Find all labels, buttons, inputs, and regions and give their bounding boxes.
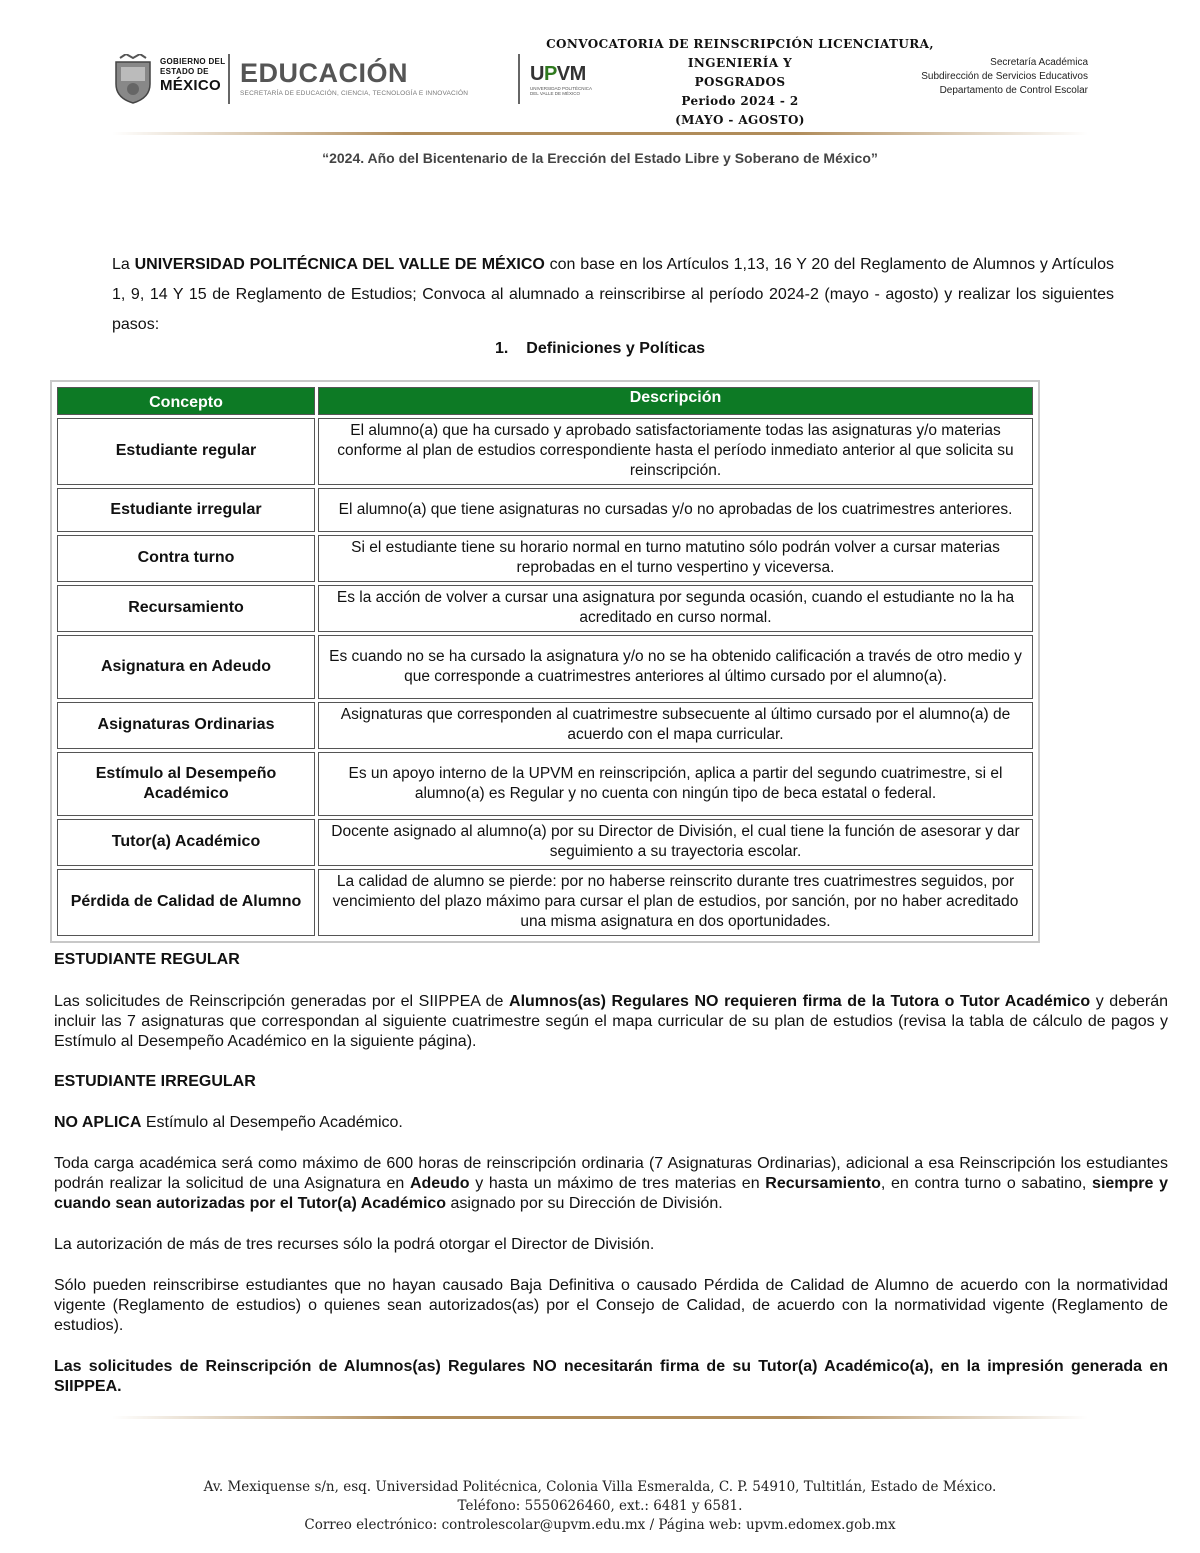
footer-phone: Teléfono: 5550626460, ext.: 6481 y 6581. xyxy=(457,1498,743,1514)
irregular-p2-c: y hasta un máximo de tres materias en xyxy=(469,1175,766,1192)
section-title xyxy=(0,340,1200,358)
column-header-description: Descripción xyxy=(318,387,1033,415)
no-aplica-label: NO APLICA xyxy=(54,1114,142,1131)
description-cell: El alumno(a) que tiene asignaturas no cursadas y/o no aprobadas de los cuatrimestres anteriores. xyxy=(318,488,1033,532)
description-cell: Asignaturas que corresponden al cuatrimestre subsecuente al último cursado por el alumno(a) de acuerdo con el mapa curricular. xyxy=(318,702,1033,749)
concept-cell: Estímulo al Desempeño Académico xyxy=(57,752,315,816)
table-row xyxy=(57,819,1033,866)
intro-prefix: La xyxy=(112,256,135,273)
education-logo-title: EDUCACIÓN xyxy=(240,58,409,88)
regular-text-b: Alumnos(as) Regulares NO requieren firma de la Tutora o Tutor Académico xyxy=(509,993,1091,1010)
irregular-paragraph-1 xyxy=(54,1113,1168,1133)
table-row xyxy=(57,752,1033,816)
irregular-p1-text: Estímulo al Desempeño Académico. xyxy=(141,1114,403,1131)
description-cell: Es cuando no se ha cursado la asignatura y/o no se ha obtenido calificación a través de otro medio y que corresponde a cuatrimestres anteriores al último cursado por el alumno(a). xyxy=(318,635,1033,699)
irregular-paragraph-3: La autorización de más de tres recurses sólo la podrá otorgar el Director de División. xyxy=(54,1236,655,1253)
upvm-logo: UPVM xyxy=(530,63,586,85)
table-header-row xyxy=(57,387,1033,415)
department-block xyxy=(921,56,1088,98)
footer-rule xyxy=(112,1416,1088,1419)
table-row xyxy=(57,488,1033,532)
concept-cell: Estudiante irregular xyxy=(57,488,315,532)
table-row xyxy=(57,702,1033,749)
page-footer xyxy=(0,1478,1200,1535)
convocatoria-line: INGENIERÍA Y xyxy=(687,56,793,70)
concept-cell: Tutor(a) Académico xyxy=(57,819,315,866)
description-cell: Si el estudiante tiene su horario normal en turno matutino sólo podrán volver a cursar materias reprobadas en el turno vespertino y viceversa. xyxy=(318,535,1033,582)
government-logo-text xyxy=(160,58,225,93)
irregular-p2-b: Adeudo xyxy=(409,1175,470,1192)
education-logo-subtitle: SECRETARÍA DE EDUCACIÓN, CIENCIA, TECNOLOGÍA E INNOVACIÓN xyxy=(240,90,469,97)
concept-cell: Asignatura en Adeudo xyxy=(57,635,315,699)
header-divider xyxy=(518,54,520,104)
university-name: UNIVERSIDAD POLITÉCNICA DEL VALLE DE MÉXICO xyxy=(134,256,545,273)
header-divider xyxy=(228,54,230,104)
regular-text-a: Las solicitudes de Reinscripción generadas por el SIIPPEA de xyxy=(54,993,510,1010)
gob-line-3: MÉXICO xyxy=(160,77,221,94)
regular-paragraph xyxy=(54,992,1168,1052)
irregular-p2-g: asignado por su Dirección de División. xyxy=(446,1195,723,1212)
irregular-heading: ESTUDIANTE IRREGULAR xyxy=(54,1073,256,1090)
regular-heading: ESTUDIANTE REGULAR xyxy=(54,951,240,968)
description-cell: Es un apoyo interno de la UPVM en reinscripción, aplica a partir del segundo cuatrimestre, si el alumno(a) es Regular y no cuenta con ningún tipo de beca estatal o federal. xyxy=(318,752,1033,816)
upvm-logo-subtitle: UNIVERSIDAD POLITÉCNICA DEL VALLE DE MÉXICO xyxy=(530,86,592,97)
irregular-paragraph-4: Sólo pueden reinscribirse estudiantes que no hayan causado Baja Definitiva o causado Pérdida de Calidad de Alumno de acuerdo con la normatividad vigente (Reglamento de estudios) o quienes sean autorizados(as) por el Consejo de Calidad, de acuerdo con la normatividad vigente (Reglamento de estudios). xyxy=(54,1277,1168,1334)
description-cell: Es la acción de volver a cursar una asignatura por segunda ocasión, cuando el estudiante no la ha acreditado en curso normal. xyxy=(318,585,1033,632)
page-header xyxy=(0,0,1200,190)
description-cell: Docente asignado al alumno(a) por su Director de División, el cual tiene la función de asesorar y dar seguimiento a su trayectoria escolar. xyxy=(318,819,1033,866)
convocatoria-line: (MAYO - AGOSTO) xyxy=(675,113,805,127)
column-header-concept: Concepto xyxy=(57,387,315,415)
concept-cell: Estudiante regular xyxy=(57,418,315,485)
departamento-label: Departamento de Control Escolar xyxy=(939,85,1088,96)
gob-line-2: ESTADO DE xyxy=(160,67,209,76)
concept-cell: Contra turno xyxy=(57,535,315,582)
year-motto: “2024. Año del Bicentenario de la Erección del Estado Libre y Soberano de México” xyxy=(322,150,878,166)
irregular-p2-f: siempre y cuando sean autorizadas por el Tutor(a) Académico xyxy=(54,1175,1169,1212)
description-cell: La calidad de alumno se pierde: por no haberse reinscrito durante tres cuatrimestres seguidos, por vencimiento del plazo máximo para cursar el plan de estudios, por sanción, por no haber acreditado una misma asignatura en dos oportunidades. xyxy=(318,869,1033,936)
intro-text: con base en los Artículos 1,13, 16 Y 20 del Reglamento de Alumnos y Artículos 1, 9, 14 Y 15 de Reglamento de Estudios; Convoca al alumnado a reinscribirse al período 2024-2 (mayo - agosto) y realizar los siguientes pasos: xyxy=(112,256,1115,333)
convocatoria-line: Periodo 2024 - 2 xyxy=(681,94,799,108)
table-row xyxy=(57,635,1033,699)
intro-paragraph xyxy=(112,250,1114,340)
description-cell: El alumno(a) que ha cursado y aprobado satisfactoriamente todas las asignaturas y/o materias conforme al plan de estudios correspondiente hasta el período inmediato anterior al que solicita su reinscripción. xyxy=(318,418,1033,485)
table-row xyxy=(57,869,1033,936)
table-row xyxy=(57,535,1033,582)
convocatoria-line: POSGRADOS xyxy=(694,75,786,89)
footer-address: Av. Mexiquense s/n, esq. Universidad Politécnica, Colonia Villa Esmeralda, C. P. 54910, Tultitlán, Estado de México. xyxy=(203,1479,997,1495)
convocatoria-line: CONVOCATORIA DE REINSCRIPCIÓN LICENCIATURA, xyxy=(546,37,934,51)
subdireccion-label: Subdirección de Servicios Educativos xyxy=(921,71,1088,82)
concept-cell: Recursamiento xyxy=(57,585,315,632)
irregular-p2-d: Recursamiento xyxy=(765,1175,881,1192)
definitions-table xyxy=(50,380,1040,943)
table-row xyxy=(57,585,1033,632)
concept-cell: Pérdida de Calidad de Alumno xyxy=(57,869,315,936)
irregular-paragraph-5: Las solicitudes de Reinscripción de Alumnos(as) Regulares NO necesitarán firma de su Tutor(a) Académico(a), en la impresión generada en SIIPPEA. xyxy=(54,1358,1168,1395)
irregular-paragraph-2 xyxy=(54,1154,1168,1214)
convocatoria-title xyxy=(540,35,940,130)
secretaria-label: Secretaría Académica xyxy=(990,57,1088,68)
table-row xyxy=(57,418,1033,485)
irregular-p2-e: , en contra turno o sabatino, xyxy=(880,1175,1093,1192)
concept-cell: Asignaturas Ordinarias xyxy=(57,702,315,749)
gob-line-1: GOBIERNO DEL xyxy=(160,57,226,66)
footer-email: Correo electrónico: controlescolar@upvm.edu.mx / Página web: upvm.edomex.gob.mx xyxy=(304,1517,896,1533)
regular-text-c: y deberán incluir las 7 asignaturas que correspondan al siguiente cuatrimestre según el mapa curricular de su plan de estudios (revisa la tabla de cálculo de pagos y Estímulo al Desempeño Académico en la siguiente página). xyxy=(54,993,1169,1050)
irregular-p2-a: Toda carga académica será como máximo de 600 horas de reinscripción ordinaria (7 Asignaturas Ordinarias), adicional a esa Reinscripción los estudiantes podrán realizar la solicitud de una Asignatura en xyxy=(54,1155,1168,1192)
section-number: 1. xyxy=(494,340,509,357)
header-rule xyxy=(112,132,1088,135)
state-seal-icon xyxy=(112,54,154,104)
section-label: Definiciones y Políticas xyxy=(526,340,706,357)
